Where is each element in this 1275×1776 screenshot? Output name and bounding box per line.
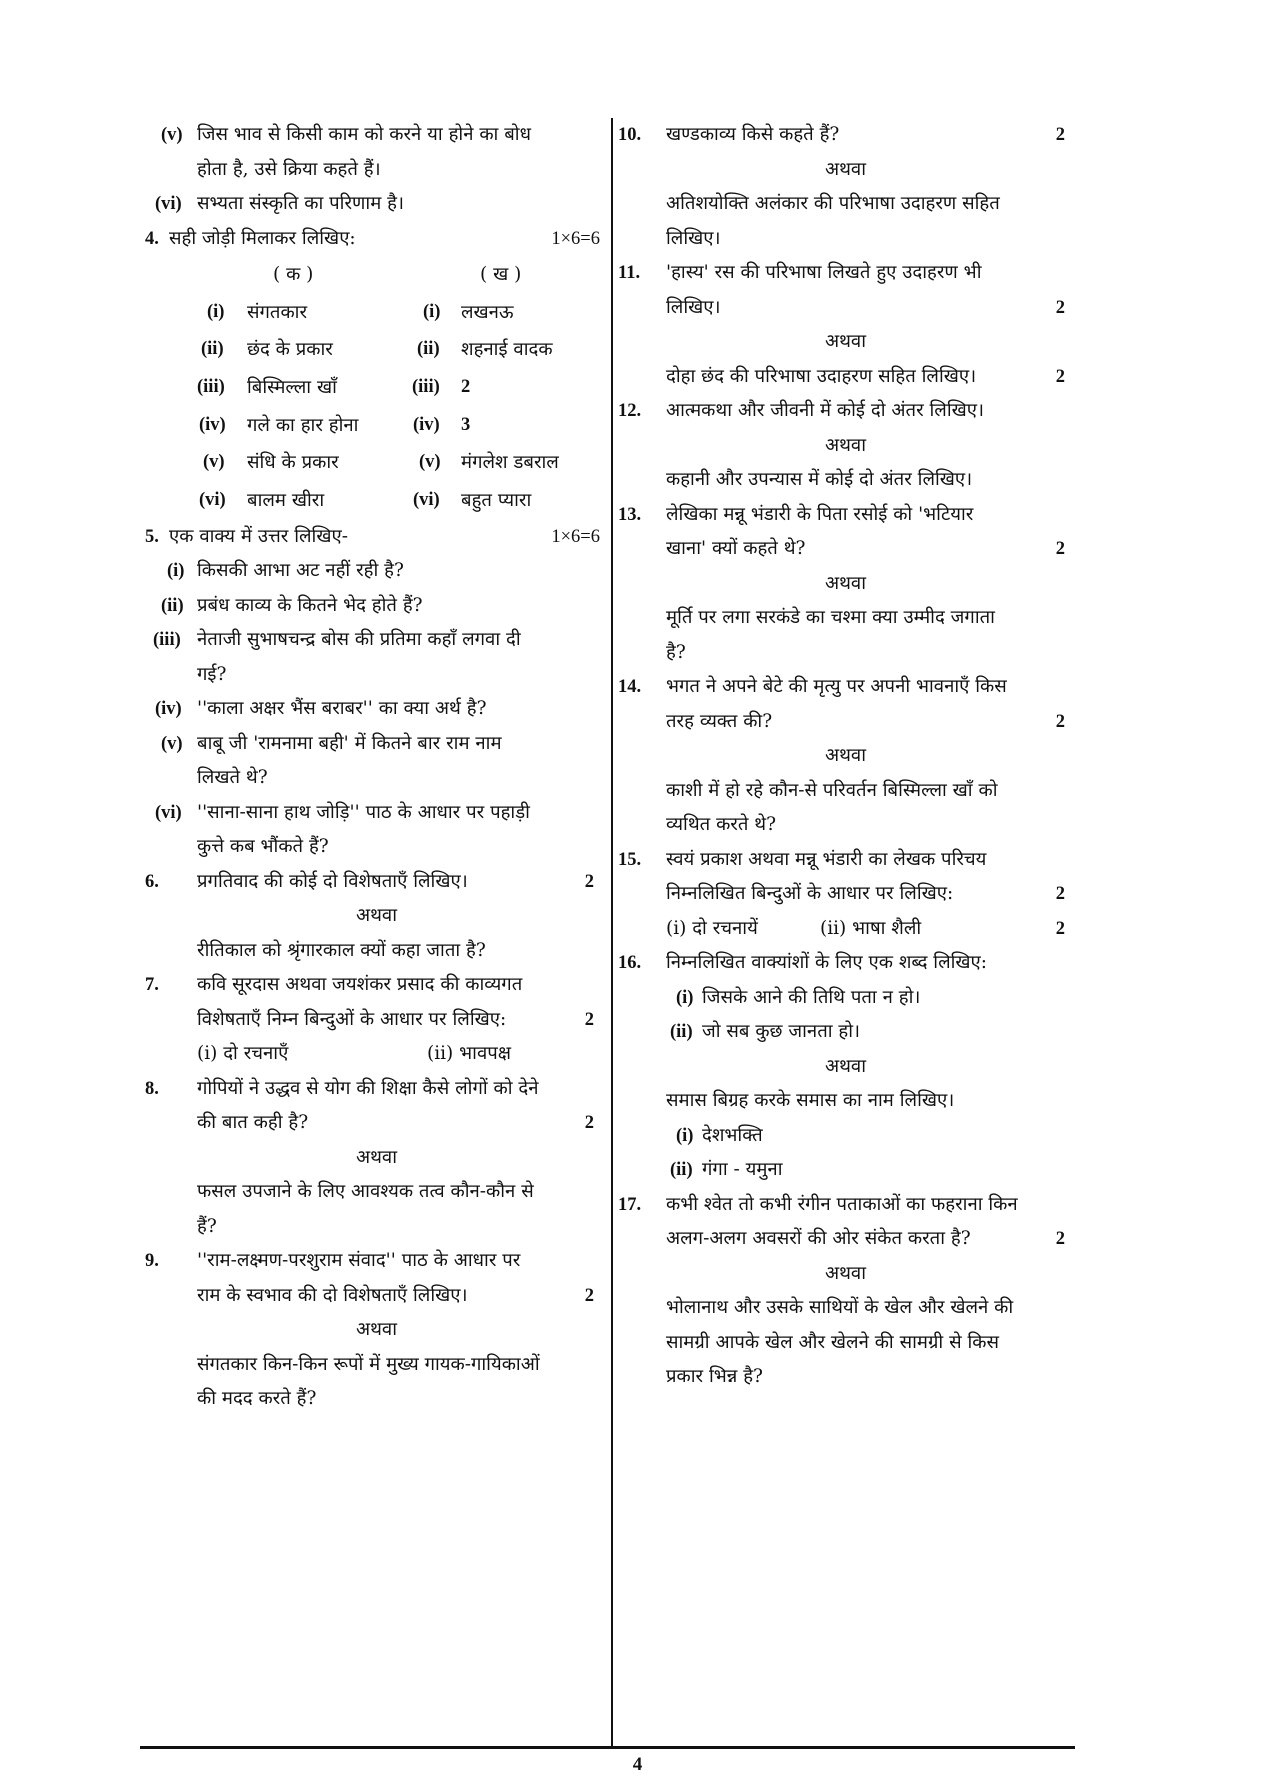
match-row: (v) संधि के प्रकार (v) मंगलेश डबराल <box>203 452 559 474</box>
q4-heading: 4. सही जोड़ी मिलाकर लिखिए: 1×6=6 <box>145 227 600 249</box>
q5-i: (i) किसकी आभा अट नहीं रही है? <box>167 560 404 582</box>
q10-alt2: लिखिए। <box>666 227 721 249</box>
q14-alt1: काशी में हो रहे कौन-से परिवर्तन बिस्मिल्ला खाँ को <box>666 779 998 801</box>
q6-alt: रीतिकाल को श्रृंगारकाल क्यों कहा जाता है? <box>197 939 486 961</box>
q17-alt1: भोलानाथ और उसके साथियों के खेल और खेलने की <box>666 1297 1014 1318</box>
q16-alt1: समास बिग्रह करके समास का नाम लिखिए। <box>666 1090 955 1111</box>
q6-or: अथवा <box>355 905 398 927</box>
q3-v-line1: (v) जिस भाव से किसी काम को करने या होने का बोध <box>161 124 531 145</box>
match-row: (iv) गले का हार होना (iv) 3 <box>199 414 471 436</box>
q5-v-line1: (v) बाबू जी 'रामनामा बही' में कितने बार राम नाम <box>161 732 502 754</box>
page-number: 4 <box>632 1754 643 1775</box>
q5-vi-line1: (vi) ''साना-साना हाथ जोड़ि'' पाठ के आधार पर पहाड़ी <box>155 801 530 823</box>
q8-alt2: हैं? <box>197 1215 217 1237</box>
q16-line1: 16. निम्नलिखित वाक्यांशों के लिए एक शब्द लिखिए: <box>618 952 988 973</box>
q5-heading: 5. एक वाक्य में उत्तर लिखिए- 1×6=6 <box>145 525 600 547</box>
q7-line2: विशेषताएँ निम्न बिन्दुओं के आधार पर लिखिए: 2 <box>197 1008 594 1030</box>
left-column <box>145 118 608 1417</box>
q13-line1: 13. लेखिका मन्नू भंडारी के पिता रसोई को 'भटियार <box>618 503 974 525</box>
q8-or: अथवा <box>355 1146 398 1168</box>
q16-or: अथवा <box>824 1055 867 1077</box>
q8-line1: 8. गोपियों ने उद्धव से योग की शिक्षा कैसे लोगों को देने <box>145 1077 539 1099</box>
q9-line1: 9. ''राम-लक्ष्मण-परशुराम संवाद'' पाठ के आधार पर <box>145 1250 521 1272</box>
q16-ii: (ii) जो सब कुछ जानता हो। <box>670 1021 861 1042</box>
match-row: (i) संगतकार (i) लखनऊ <box>207 301 514 323</box>
q5-v-line2: लिखते थे? <box>197 767 268 789</box>
q4-column-headers: ( क ) ( ख ) <box>273 264 522 285</box>
q3-v-line2: होता है, उसे क्रिया कहते हैं। <box>197 158 381 180</box>
footer-rule <box>140 1746 1075 1749</box>
q11-line1: 11. 'हास्य' रस की परिभाषा लिखते हुए उदाहरण भी <box>618 262 982 283</box>
q16-i: (i) जिसके आने की तिथि पता न हो। <box>676 986 921 1008</box>
q5-iii-line1: (iii) नेताजी सुभाषचन्द्र बोस की प्रतिमा कहाँ लगवा दी <box>153 629 521 651</box>
q9-line2: राम के स्वभाव की दो विशेषताएँ लिखिए। 2 <box>197 1284 594 1306</box>
q11-or: अथवा <box>824 331 867 352</box>
q9-alt1: संगतकार किन-किन रूपों में मुख्य गायक-गायिकाओं <box>197 1353 540 1375</box>
q16-alt-ii: (ii) गंगा - यमुना <box>670 1159 783 1180</box>
q14-or: अथवा <box>824 745 867 766</box>
q11-line2: लिखिए। 2 <box>666 296 1065 318</box>
q12-alt1: कहानी और उपन्यास में कोई दो अंतर लिखिए। <box>666 469 973 490</box>
q17-or: अथवा <box>824 1262 867 1284</box>
q7-line1: 7. कवि सूरदास अथवा जयशंकर प्रसाद की काव्यगत <box>145 974 523 996</box>
q9-or: अथवा <box>355 1319 398 1341</box>
q3-vi-line: (vi) सभ्यता संस्कृति का परिणाम है। <box>155 193 404 214</box>
q13-alt2: है? <box>666 641 686 663</box>
q14-alt2: व्यथित करते थे? <box>666 814 777 835</box>
q13-alt1: मूर्ति पर लगा सरकंडे का चश्मा क्या उम्मीद जगाता <box>666 607 995 628</box>
q5-vi-line2: कुत्ते कब भौंकते हैं? <box>197 836 329 858</box>
q5-ii: (ii) प्रबंध काव्य के कितने भेद होते हैं? <box>161 594 423 616</box>
q17-line1: 17. कभी श्वेत तो कभी रंगीन पताकाओं का फहराना किन <box>618 1193 1018 1215</box>
q12-line1: 12. आत्मकथा और जीवनी में कोई दो अंतर लिखिए। <box>618 400 985 421</box>
q17-line2: अलग-अलग अवसरों की ओर संकेत करता है? 2 <box>666 1228 1065 1249</box>
q5-iii-line2: गई? <box>197 663 227 685</box>
q17-alt3: प्रकार भिन्न है? <box>666 1366 763 1387</box>
q13-or: अथवा <box>824 572 867 594</box>
match-row: (vi) बालम खीरा (vi) बहुत प्यारा <box>199 490 532 512</box>
q10-or: अथवा <box>824 158 867 180</box>
right-column <box>618 118 1073 1395</box>
q15-line1: 15. स्वयं प्रकाश अथवा मन्नू भंडारी का लेखक परिचय <box>618 848 987 870</box>
q4-match-table <box>145 294 608 520</box>
q15-line2: निम्नलिखित बिन्दुओं के आधार पर लिखिए: 2 <box>666 883 1065 904</box>
q16-alt-i: (i) देशभक्ति <box>676 1124 763 1146</box>
match-row: (iii) बिस्मिल्ला खाँ (iii) 2 <box>197 377 471 399</box>
q15-points: (i) दो रचनायें (ii) भाषा शैली 2 <box>666 917 1065 939</box>
q13-line2: खाना' क्यों कहते थे? 2 <box>666 538 1065 559</box>
q17-alt2: सामग्री आपके खेल और खेलने की सामग्री से किस <box>666 1331 999 1353</box>
q14-line2: तरह व्यक्त की? 2 <box>666 710 1065 732</box>
q8-alt1: फसल उपजाने के लिए आवश्यक तत्व कौन-कौन से <box>197 1181 534 1203</box>
q11-alt1: दोहा छंद की परिभाषा उदाहरण सहित लिखिए। 2 <box>666 365 1065 387</box>
q10-line1: 10. खण्डकाव्य किसे कहते हैं? 2 <box>618 124 1065 145</box>
q10-alt1: अतिशयोक्ति अलंकार की परिभाषा उदाहरण सहित <box>666 193 1000 214</box>
q9-alt2: की मदद करते हैं? <box>197 1388 317 1410</box>
q7-points: (i) दो रचनाएँ (ii) भावपक्ष <box>197 1043 512 1065</box>
match-row: (ii) छंद के प्रकार (ii) शहनाई वादक <box>201 339 553 361</box>
q12-or: अथवा <box>824 434 867 456</box>
q6-line1: 6. प्रगतिवाद की कोई दो विशेषताएँ लिखिए। 2 <box>145 870 594 892</box>
column-divider <box>611 118 613 1746</box>
q14-line1: 14. भगत ने अपने बेटे की मृत्यु पर अपनी भावनाएँ किस <box>618 676 1007 697</box>
q8-line2: की बात कही है? 2 <box>197 1112 594 1134</box>
q5-iv: (iv) ''काला अक्षर भैंस बराबर'' का क्या अर्थ है? <box>155 698 487 720</box>
